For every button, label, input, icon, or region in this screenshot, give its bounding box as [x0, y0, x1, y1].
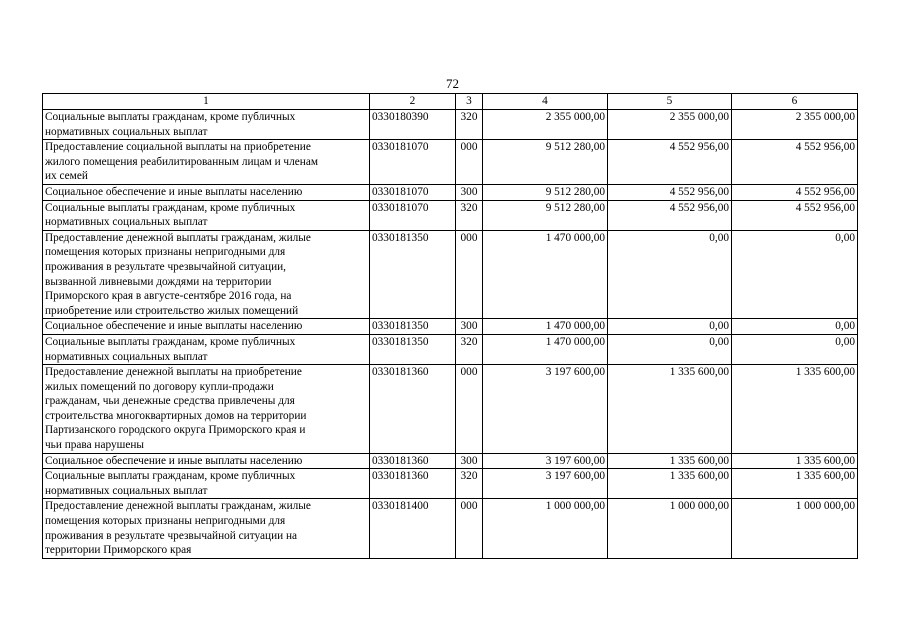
row-amount-col4: 1 470 000,00	[483, 230, 608, 319]
row-expense-type-cell: 000	[456, 365, 483, 454]
row-name-line: территории Приморского края	[45, 544, 192, 557]
row-expense-type-cell: 320	[456, 200, 483, 230]
row-amount-col6: 1 000 000,00	[732, 499, 858, 558]
row-name-line: проживания в результате чрезвычайной ситуации на	[45, 529, 298, 542]
row-name-line: жилого помещения реабилитированным лицам и членам	[45, 155, 318, 168]
row-name-line: нормативных социальных выплат	[45, 350, 208, 363]
row-name-line: Социальное обеспечение и иные выплаты населению	[45, 320, 303, 333]
row-expense-type-cell: 300	[456, 453, 483, 469]
row-amount-col4: 3 197 600,00	[483, 365, 608, 454]
row-name-line: Социальные выплаты гражданам, кроме публичных	[45, 470, 296, 483]
row-amount-col6: 1 335 600,00	[732, 469, 858, 499]
row-amount-col6: 4 552 956,00	[732, 200, 858, 230]
row-name-line: Предоставление денежной выплаты гражданам, жилые	[45, 231, 311, 244]
row-name-cell	[43, 453, 370, 469]
row-name-line: нормативных социальных выплат	[45, 216, 208, 229]
row-name-cell	[43, 230, 370, 319]
row-amount-col5: 2 355 000,00	[608, 110, 732, 140]
row-amount-col5: 4 552 956,00	[608, 200, 732, 230]
row-name-line: гражданам, чьи денежные средства привлечены для	[45, 395, 295, 408]
table-row	[43, 319, 858, 335]
row-expense-type-cell: 000	[456, 140, 483, 185]
row-amount-col4: 9 512 280,00	[483, 140, 608, 185]
row-name-line: помещения которых признаны непригодными для	[45, 246, 286, 259]
row-amount-col6: 4 552 956,00	[732, 140, 858, 185]
row-amount-col5: 0,00	[608, 319, 732, 335]
table-row	[43, 110, 858, 140]
row-amount-col5: 1 335 600,00	[608, 365, 732, 454]
row-code-cell: 0330181360	[370, 469, 456, 499]
row-name-line: Социальные выплаты гражданам, кроме публичных	[45, 201, 296, 214]
row-amount-col6: 0,00	[732, 319, 858, 335]
row-expense-type-cell: 300	[456, 319, 483, 335]
row-name-line: Социальные выплаты гражданам, кроме публичных	[45, 335, 296, 348]
row-name-cell	[43, 319, 370, 335]
table-row	[43, 365, 858, 454]
row-name-line: чьи права нарушены	[45, 439, 144, 452]
row-name-line: помещения которых признаны непригодными для	[45, 515, 286, 528]
row-name-cell	[43, 469, 370, 499]
table-row	[43, 200, 858, 230]
row-code-cell: 0330181070	[370, 184, 456, 200]
table-row	[43, 334, 858, 364]
row-name-line: их семей	[45, 170, 88, 183]
budget-table-body	[43, 94, 858, 559]
row-expense-type-cell: 000	[456, 499, 483, 558]
row-amount-col5: 4 552 956,00	[608, 140, 732, 185]
row-amount-col6: 1 335 600,00	[732, 365, 858, 454]
table-row	[43, 453, 858, 469]
row-amount-col4: 3 197 600,00	[483, 469, 608, 499]
header-cell-col1: 1	[43, 94, 370, 110]
row-name-cell	[43, 184, 370, 200]
header-cell-col2: 2	[370, 94, 456, 110]
row-name-line: Социальное обеспечение и иные выплаты населению	[45, 185, 303, 198]
row-amount-col4: 9 512 280,00	[483, 184, 608, 200]
row-amount-col4: 3 197 600,00	[483, 453, 608, 469]
row-name-cell	[43, 110, 370, 140]
row-name-line: Партизанского городского округа Приморского края и	[45, 424, 306, 437]
row-amount-col5: 4 552 956,00	[608, 184, 732, 200]
table-row	[43, 230, 858, 319]
row-amount-col4: 1 470 000,00	[483, 334, 608, 364]
row-name-line: приобретение или строительство жилых помещений	[45, 304, 299, 317]
row-amount-col5: 1 335 600,00	[608, 469, 732, 499]
row-name-line: Предоставление денежной выплаты гражданам, жилые	[45, 500, 311, 513]
table-row	[43, 184, 858, 200]
row-name-cell	[43, 200, 370, 230]
row-name-line: строительства многоквартирных домов на территории	[45, 409, 307, 422]
row-name-line: нормативных социальных выплат	[45, 484, 208, 497]
row-name-line: Социальное обеспечение и иные выплаты населению	[45, 454, 303, 467]
row-expense-type-cell: 320	[456, 469, 483, 499]
row-amount-col5: 1 335 600,00	[608, 453, 732, 469]
row-amount-col6: 1 335 600,00	[732, 453, 858, 469]
row-name-line: нормативных социальных выплат	[45, 125, 208, 138]
row-code-cell: 0330181350	[370, 334, 456, 364]
page-number: 72	[446, 76, 459, 91]
row-expense-type-cell: 320	[456, 110, 483, 140]
row-amount-col5: 1 000 000,00	[608, 499, 732, 558]
row-name-line: Предоставление денежной выплаты на приобретение	[45, 366, 302, 379]
row-code-cell: 0330181070	[370, 200, 456, 230]
row-amount-col6: 4 552 956,00	[732, 184, 858, 200]
row-name-line: Предоставление социальной выплаты на приобретение	[45, 141, 311, 154]
header-cell-col6: 6	[732, 94, 858, 110]
row-name-line: проживания в результате чрезвычайной ситуации,	[45, 260, 286, 273]
header-cell-col5: 5	[608, 94, 732, 110]
header-cell-col3: 3	[456, 94, 483, 110]
row-amount-col5: 0,00	[608, 334, 732, 364]
row-name-cell	[43, 334, 370, 364]
row-amount-col6: 2 355 000,00	[732, 110, 858, 140]
row-name-line: вызванной ливневыми дождями на территории	[45, 275, 272, 288]
row-name-line: Приморского края в августе-сентябре 2016 года, на	[45, 290, 292, 303]
row-amount-col4: 1 470 000,00	[483, 319, 608, 335]
row-code-cell: 0330181070	[370, 140, 456, 185]
row-expense-type-cell: 300	[456, 184, 483, 200]
table-row	[43, 140, 858, 185]
header-cell-col4: 4	[483, 94, 608, 110]
row-code-cell: 0330181350	[370, 319, 456, 335]
row-name-line: жилых помещений по договору купли-продажи	[45, 380, 274, 393]
row-name-line: Социальные выплаты гражданам, кроме публичных	[45, 111, 296, 123]
row-amount-col6: 0,00	[732, 230, 858, 319]
row-amount-col4: 2 355 000,00	[483, 110, 608, 140]
row-expense-type-cell: 000	[456, 230, 483, 319]
row-code-cell: 0330180390	[370, 110, 456, 140]
budget-table	[42, 93, 858, 559]
row-code-cell: 0330181400	[370, 499, 456, 558]
row-name-cell	[43, 140, 370, 185]
row-name-cell	[43, 365, 370, 454]
row-code-cell: 0330181350	[370, 230, 456, 319]
table-row	[43, 499, 858, 558]
row-amount-col5: 0,00	[608, 230, 732, 319]
row-code-cell: 0330181360	[370, 365, 456, 454]
row-amount-col6: 0,00	[732, 334, 858, 364]
row-code-cell: 0330181360	[370, 453, 456, 469]
header-row	[43, 94, 858, 110]
row-amount-col4: 9 512 280,00	[483, 200, 608, 230]
row-amount-col4: 1 000 000,00	[483, 499, 608, 558]
table-row	[43, 469, 858, 499]
row-name-cell	[43, 499, 370, 558]
row-expense-type-cell: 320	[456, 334, 483, 364]
